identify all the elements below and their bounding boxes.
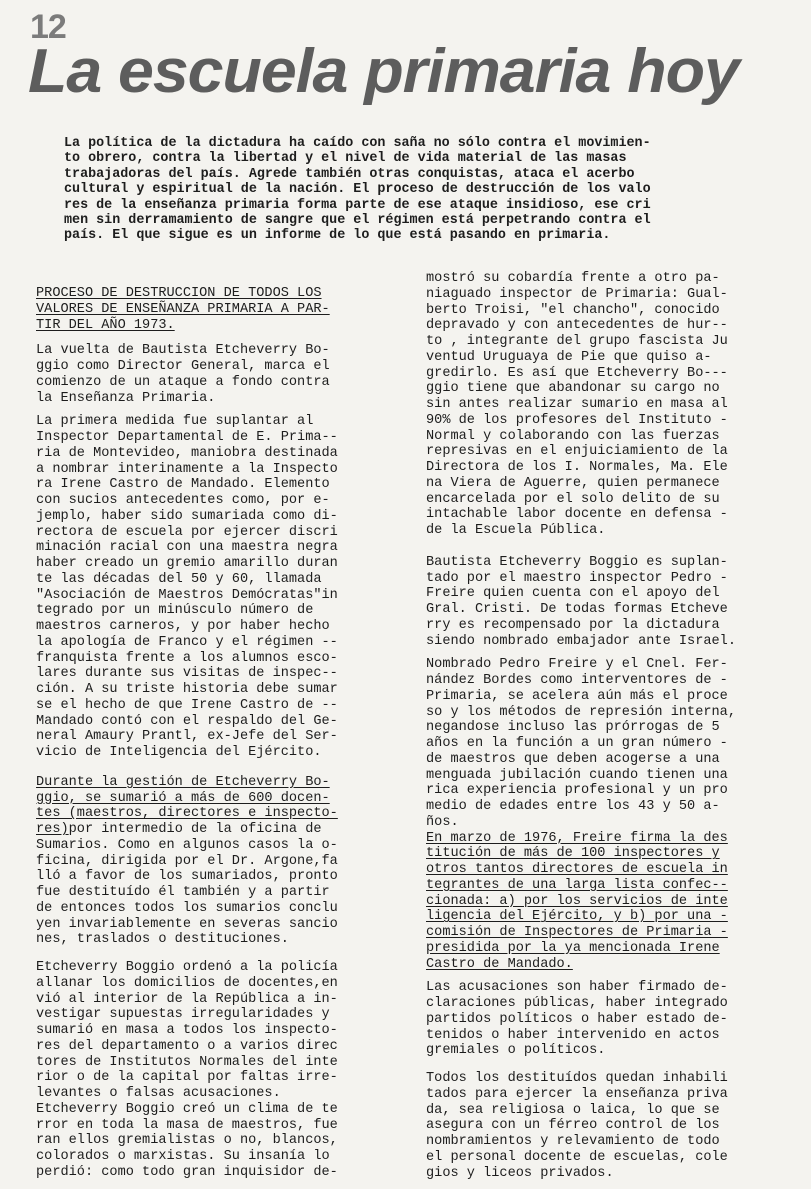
article-paragraph: Etcheverry Boggio ordenó a la policía allanar los domicilios de docentes,en vió al interior de la República a in- vestigar supuestas irregularidades y sumarió en masa a todos los inspecto- res del departamento o a varios direc tores de Institutos Normales del inte rior o de la capital por faltas irre- levantes o falsas acusaciones. Etcheverry Boggio creó un clima de te rror en toda la masa de maestros, fue ran ellos gremialistas o no, blancos, colorados o marxistas. Su insanía lo perdió: como todo gran inquisidor de-	[36, 960, 338, 1180]
right-column	[426, 271, 796, 1189]
article-paragraph: Nombrado Pedro Freire y el Cnel. Fer- nández Bordes como interventores de - Primaria, se acelera aún más el proce so y los métodos de represión interna, negandose incluso las prórrogas de 5 años en la función a un gran número - de maestros que deben acogerse a una menguada jubilación cuando tienen una rica experiencia profesional y un pro medio de edades entre los 43 y 50 a- ños.	[426, 657, 736, 830]
left-column	[36, 272, 392, 1189]
article-paragraph: Bautista Etcheverry Boggio es suplan- tado por el maestro inspector Pedro - Freire quien cuenta con el apoyo del Gral. Cristi. De todas formas Etcheve rry es recompensado por la dictadura siendo nombrado embajador ante Israel.	[426, 554, 736, 649]
headline: La escuela primaria hoy	[28, 37, 739, 106]
page-number: 12	[30, 8, 66, 46]
underlined-lead: Durante la gestión de Etcheverry Bo- ggio, se sumarió a más de 600 docen- tes (maestros, directores e inspecto- res)	[36, 774, 338, 837]
article-paragraph	[36, 775, 392, 948]
article-paragraph: Todos los destituídos quedan inhabili tados para ejercer la enseñanza priva da, sea religiosa o laica, lo que se asegura con un férreo control de los nombramientos y relevamiento de todo el personal docente de escuelas, cole gios y liceos privados.	[426, 1071, 728, 1181]
article-paragraph: Las acusaciones son haber firmado de- claraciones públicas, haber integrado partidos políticos o haber estado de- tenidos o haber intervenido en actos gremiales o políticos.	[426, 980, 728, 1059]
underlined-paragraph: En marzo de 1976, Freire firma la des titución de más de 100 inspectores y otros tantos directores de escuela in tegrantes de una larga lista confec-- cionada: a) por los servicios de inte ligencia del Ejército, y b) por una - comisión de Inspectores de Primaria - presidida por la ya mencionada Irene Castro de Mandado.	[426, 830, 728, 972]
paragraph-continuation: por intermedio de la oficina de Sumarios. Como en algunos casos la o- ficina, dirigida por el Dr. Argone,fa lló a favor de los sumariados, pronto fue destituído él también y a partir de entonces todos los sumarios conclu yen invariablemente en severas sancio nes, traslados o destituciones.	[36, 822, 338, 948]
section-title: PROCESO DE DESTRUCCION DE TODOS LOS VALORES DE ENSEÑANZA PRIMARIA A PAR- TIR DEL AÑO 1973.	[36, 286, 330, 333]
article-paragraph: La vuelta de Bautista Etcheverry Bo- ggio como Director General, marca el comienzo de un ataque a fondo contra la Enseñanza Primaria.	[36, 343, 330, 406]
article-paragraph: La primera medida fue suplantar al Inspector Departamental de E. Prima-- ria de Montevideo, maniobra destinada a nombrar interinamente a la Inspecto ra Irene Castro de Mandado. Elemento con sucios antecedentes como, por e- jemplo, haber sido sumariada como di- rectora de escuela por ejercer discri minación racial con una maestra negra haber creado un gremio amarillo duran te las décadas del 50 y 60, llamada "Asociación de Maestros Demócratas"in tegrado por un minúsculo número de maestros carneros, y por haber hecho la apología de Franco y el régimen -- franquista frente a los alumnos esco- lares durante sus visitas de inspec-- ción. A su triste historia debe sumar se el hecho de que Irene Castro de -- Mandado contó con el respaldo del Ge- neral Amaury Prantl, ex-Jefe del Ser- vicio de Inteligencia del Ejército.	[36, 414, 338, 760]
article-paragraph: mostró su cobardía frente a otro pa- niaguado inspector de Primaria: Gual- berto Troisi, "el chancho", conocido depravado y con antecedentes de hur-- to , integrante del grupo fascista Ju ventud Uruguaya de Pie que quiso a- gredirlo. Es así que Etcheverry Bo--- ggio tiene que abandonar su cargo no sin antes realizar sumario en masa al 90% de los profesores del Instituto - Normal y colaborando con las fuerzas represivas en el enjuiciamiento de la Directora de los I. Normales, Ma. Ele na Viera de Aguerre, quien permanece encarcelada por el solo delito de su intachable labor docente en defensa - de la Escuela Pública.	[426, 271, 728, 538]
intro-paragraph: La política de la dictadura ha caído con saña no sólo contra el movimien- to obrero, contra la libertad y el nivel de vida material de las masas trabajadoras del país. Agrede también otras conquistas, ataca el acerbo cultural y espiritual de la nación. El proceso de destrucción de los valo res de la enseñanza primaria forma parte de ese ataque insidioso, ese cri men sin derramamiento de sangre que el régimen está perpetrando contra el país. El que sigue es un informe de lo que está pasando en primaria.	[64, 136, 651, 244]
